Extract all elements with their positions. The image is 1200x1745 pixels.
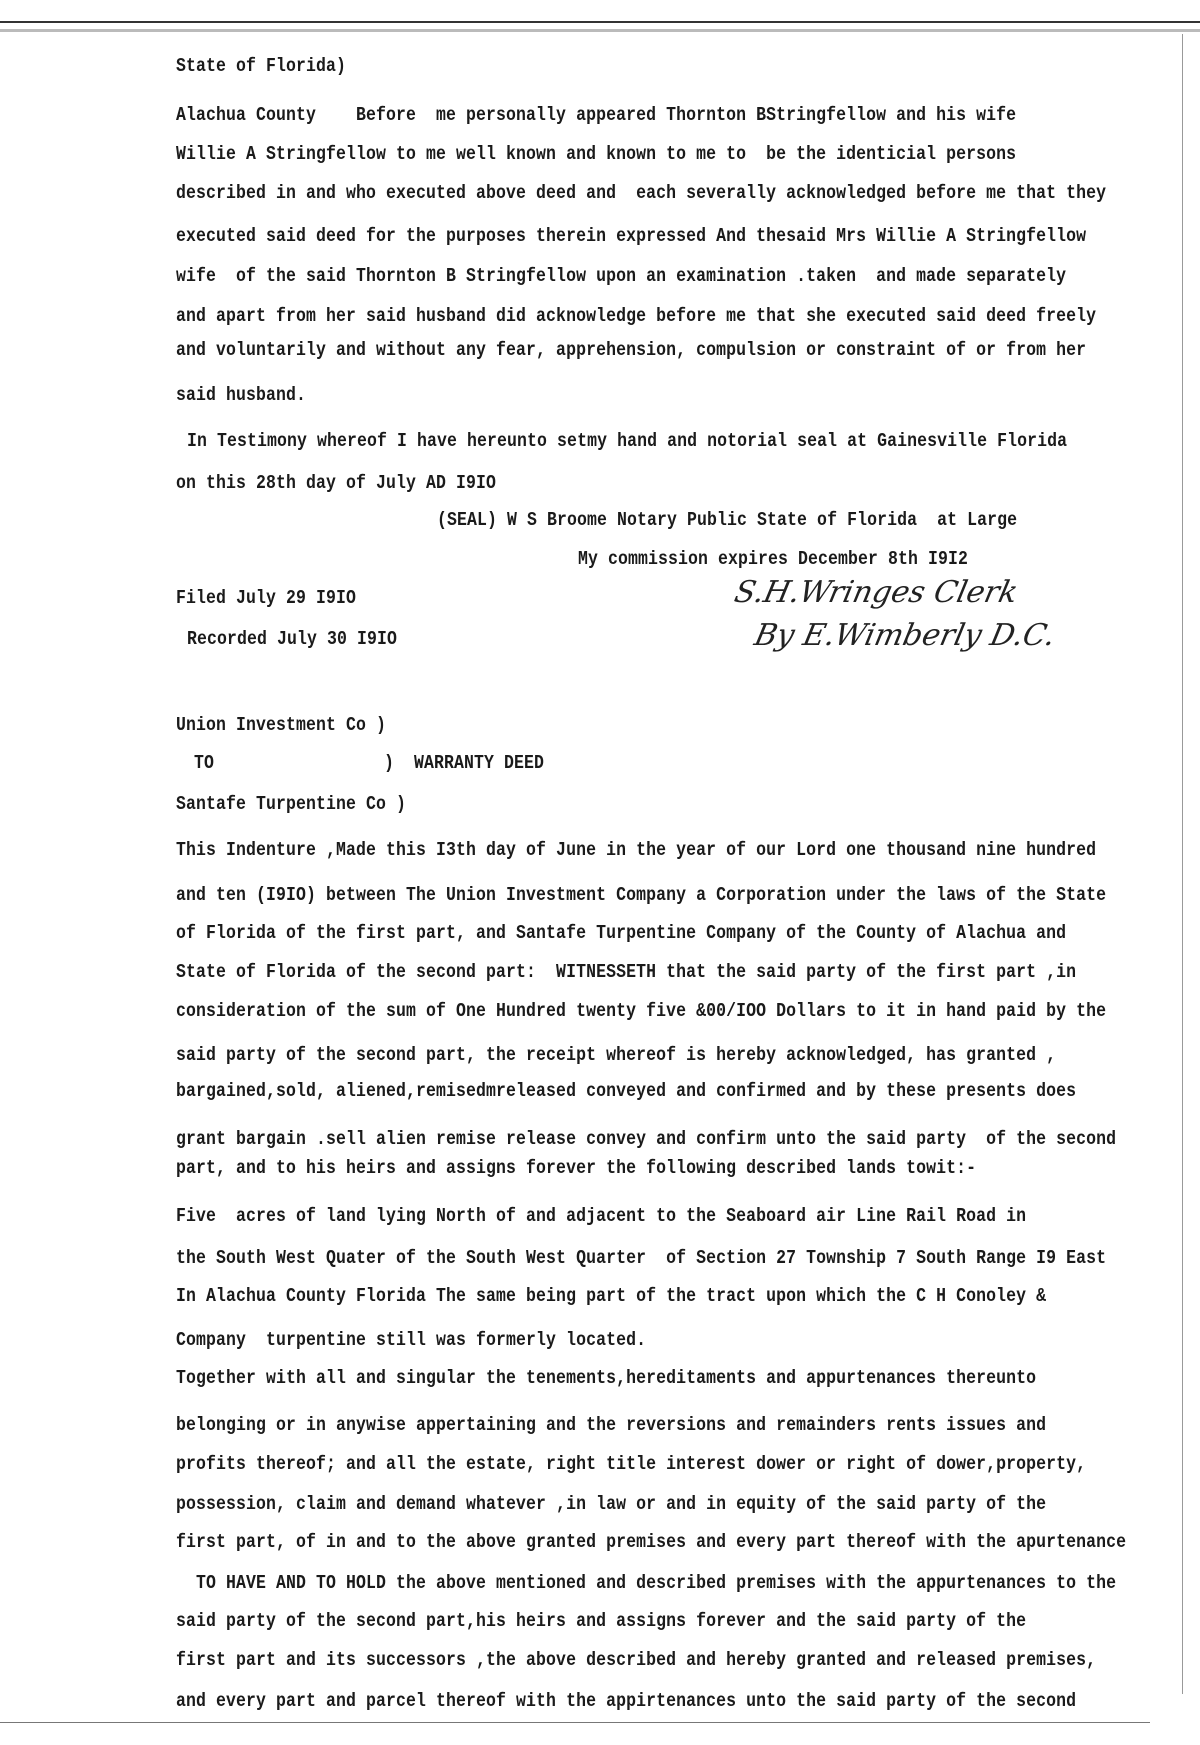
notary-line: (SEAL) W S Broome Notary Public State of Florida at Large [437,509,1018,531]
text-line: In Testimony whereof I have hereunto setmy hand and notorial seal at Gainesville Florida [187,430,1068,452]
text-line: executed said deed for the purposes therein expressed And thesaid Mrs Willie A Stringfellow [176,225,1087,247]
deputy-signature: By E.Wimberly D.C. [751,618,1059,653]
text-line: bargained,sold, aliened,remisedmreleased conveyed and confirmed and by these presents does [176,1080,1077,1102]
page-right-edge [1182,34,1183,1694]
text-line: consideration of the sum of One Hundred twenty five &00/IOO Dollars to it in hand paid by the [176,1000,1107,1022]
text-line: wife of the said Thornton B Stringfellow upon an examination .taken and made separately [176,265,1067,287]
clerk-signature: S.H.Wringes Clerk [731,575,1021,610]
line-state-of-florida: State of Florida) [176,55,347,77]
text-line: State of Florida of the second part: WITNESSETH that the said party of the first part ,in [176,961,1077,983]
recorded-date: Recorded July 30 I9IO [187,628,398,650]
text-line: said husband. [176,384,307,406]
text-line: Five acres of land lying North of and adjacent to the Seaboard air Line Rail Road in [176,1205,1027,1227]
text-line: said party of the second part,his heirs and assigns forever and the said party of the [176,1610,1027,1632]
text-line: Together with all and singular the tenements,hereditaments and appurtenances thereunto [176,1367,1037,1389]
text-line: profits thereof; and all the estate, right title interest dower or right of dower,property, [176,1453,1087,1475]
filed-date: Filed July 29 I9IO [176,587,357,609]
text-line: Company turpentine still was formerly located. [176,1329,647,1351]
text-line: and voluntarily and without any fear, apprehension, compulsion or constraint of or from her [176,339,1087,361]
text-line: grant bargain .sell alien remise release convey and confirm unto the said party of the second [176,1128,1117,1150]
text-line: TO HAVE AND TO HOLD the above mentioned and described premises with the appurtenances to the [196,1572,1117,1594]
grantor-line: Union Investment Co ) [176,714,387,736]
page-bottom-edge [0,1722,1150,1723]
text-line: belonging or in anywise appertaining and the reversions and remainders rents issues and [176,1414,1047,1436]
text-line: In Alachua County Florida The same being part of the tract upon which the C H Conoley & [176,1285,1047,1307]
text-line: Alachua County Before me personally appeared Thornton BStringfellow and his wife [176,104,1017,126]
text-line: This Indenture ,Made this I3th day of June in the year of our Lord one thousand nine hundred [176,839,1097,861]
text-line: described in and who executed above deed and each severally acknowledged before me that they [176,182,1107,204]
text-line: first part and its successors ,the above described and hereby granted and released premises, [176,1649,1097,1671]
text-line: possession, claim and demand whatever ,in law or and in equity of the said party of the [176,1493,1047,1515]
text-line: and apart from her said husband did acknowledge before me that she executed said deed freely [176,305,1097,327]
text-line: part, and to his heirs and assigns forever the following described lands towit:- [176,1157,977,1179]
commission-line: My commission expires December 8th I9I2 [578,548,969,570]
text-line: the South West Quater of the South West Quarter of Section 27 Township 7 South Range I9 East [176,1247,1107,1269]
text-line: and every part and parcel thereof with the appirtenances unto the said party of the second [176,1690,1077,1712]
grantee-line: Santafe Turpentine Co ) [176,793,407,815]
warranty-deed-line: TO ) WARRANTY DEED [194,752,545,774]
text-line: first part, of in and to the above granted premises and every part thereof with the apurtenance [176,1531,1127,1553]
scan-top-border [0,21,1200,23]
text-line: said party of the second part, the receipt whereof is hereby acknowledged, has granted , [176,1044,1057,1066]
text-line: and ten (I9IO) between The Union Investment Company a Corporation under the laws of the State [176,884,1107,906]
text-line: Willie A Stringfellow to me well known and known to me to be the identicial persons [176,143,1017,165]
text-line: of Florida of the first part, and Santafe Turpentine Company of the County of Alachua and [176,922,1067,944]
text-line: on this 28th day of July AD I9IO [176,472,497,494]
scan-top-band [0,29,1200,32]
